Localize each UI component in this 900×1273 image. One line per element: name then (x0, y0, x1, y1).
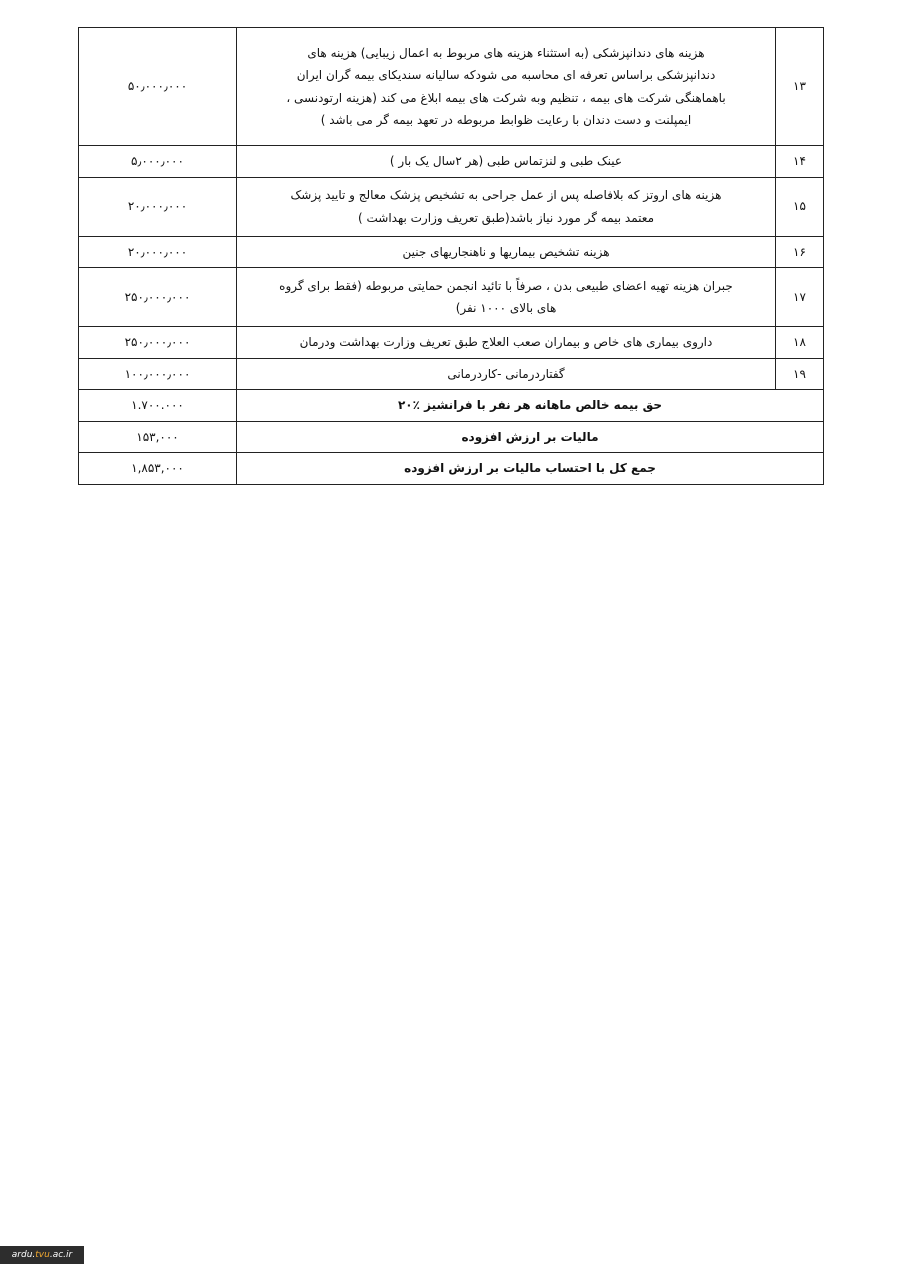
description-line: معتمد بیمه گر مورد نیاز باشد(طبق تعریف وزارت بهداشت ) (357, 210, 654, 225)
watermark-prefix: ardu. (11, 1250, 36, 1260)
description-line: عینک طبی و لنزتماس طبی (هر ۲سال یک بار ) (389, 154, 623, 168)
table-row (79, 358, 824, 390)
row-number: ۱۹ (776, 358, 824, 390)
grand-total-row (79, 453, 824, 485)
row-number: ۱۴ (776, 146, 824, 178)
table-row (79, 28, 824, 146)
description-line: داروی بیماری های خاص و بیماران صعب العلاج طبق تعریف وزارت بهداشت ودرمان (299, 335, 713, 349)
row-amount: ۲۵۰٫۰۰۰٫۰۰۰ (79, 327, 237, 359)
description-line: هزینه های اروتز که بلافاصله پس از عمل جراحی به تشخیص پزشک معالج و تایید پزشک (290, 188, 722, 202)
net-premium-amount: ۱.۷۰۰.۰۰۰ (79, 390, 237, 422)
description-line: های بالای ۱۰۰۰ نفر) (455, 301, 557, 315)
row-amount: ۲۰٫۰۰۰٫۰۰۰ (79, 177, 237, 236)
description-line: گفتاردرمانی -کاردرمانی (447, 366, 565, 381)
description-line: جبران هزینه تهیه اعضای طبیعی بدن ، صرفاً با تائید انجمن حمایتی مربوطه (فقط برای گروه (279, 278, 733, 293)
description-line: هزینه تشخیص بیماریها و ناهنجاریهای جنین (402, 244, 610, 259)
row-description (237, 146, 776, 178)
vat-row (79, 421, 824, 453)
row-amount: ۲۵۰٫۰۰۰٫۰۰۰ (79, 268, 237, 327)
grand-total-label: جمع کل با احتساب مالیات بر ارزش افزوده (237, 453, 824, 485)
row-amount: ۲۰٫۰۰۰٫۰۰۰ (79, 236, 237, 268)
row-description (237, 28, 776, 146)
row-amount: ۵٫۰۰۰٫۰۰۰ (79, 146, 237, 178)
row-description (237, 177, 776, 236)
row-description (237, 236, 776, 268)
table-row (79, 236, 824, 268)
table-row (79, 268, 824, 327)
table-row (79, 177, 824, 236)
row-description (237, 268, 776, 327)
site-watermark (0, 1246, 84, 1264)
description-line: باهماهنگی شرکت های بیمه ، تنظیم وبه شرکت های بیمه ابلاغ می کند (هزینه ارتودنسی ، (286, 90, 726, 105)
description-line: دندانپزشکی براساس تعرفه ای محاسبه می شودکه سالیانه سندیکای بیمه گران ایران (296, 68, 716, 82)
row-amount: ۱۰۰٫۰۰۰٫۰۰۰ (79, 358, 237, 390)
row-amount: ۵۰٫۰۰۰٫۰۰۰ (79, 28, 237, 146)
table-row (79, 146, 824, 178)
row-number: ۱۶ (776, 236, 824, 268)
row-description (237, 327, 776, 359)
row-description (237, 358, 776, 390)
net-premium-label: حق بیمه خالص ماهانه هر نفر با فرانشیز ٪۲۰ (237, 390, 824, 422)
row-number: ۱۳ (776, 28, 824, 146)
table-row (79, 327, 824, 359)
watermark-suffix: .ac.ir (49, 1250, 73, 1260)
vat-label: مالیات بر ارزش افزوده (237, 421, 824, 453)
vat-amount: ۱۵۳,۰۰۰ (79, 421, 237, 453)
grand-total-amount: ۱,۸۵۳,۰۰۰ (79, 453, 237, 485)
row-number: ۱۷ (776, 268, 824, 327)
net-premium-row (79, 390, 824, 422)
row-number: ۱۵ (776, 177, 824, 236)
description-line: هزینه های دندانپزشکی (به استثناء هزینه های مربوط به اعمال زیبایی) هزینه های (307, 45, 705, 60)
watermark-accent: tvu (35, 1250, 50, 1260)
description-line: ایمپلنت و دست دندان با رعایت ظوابط مربوطه در تعهد بیمه گر می باشد ) (320, 113, 692, 127)
insurance-coverage-table (78, 27, 824, 485)
row-number: ۱۸ (776, 327, 824, 359)
